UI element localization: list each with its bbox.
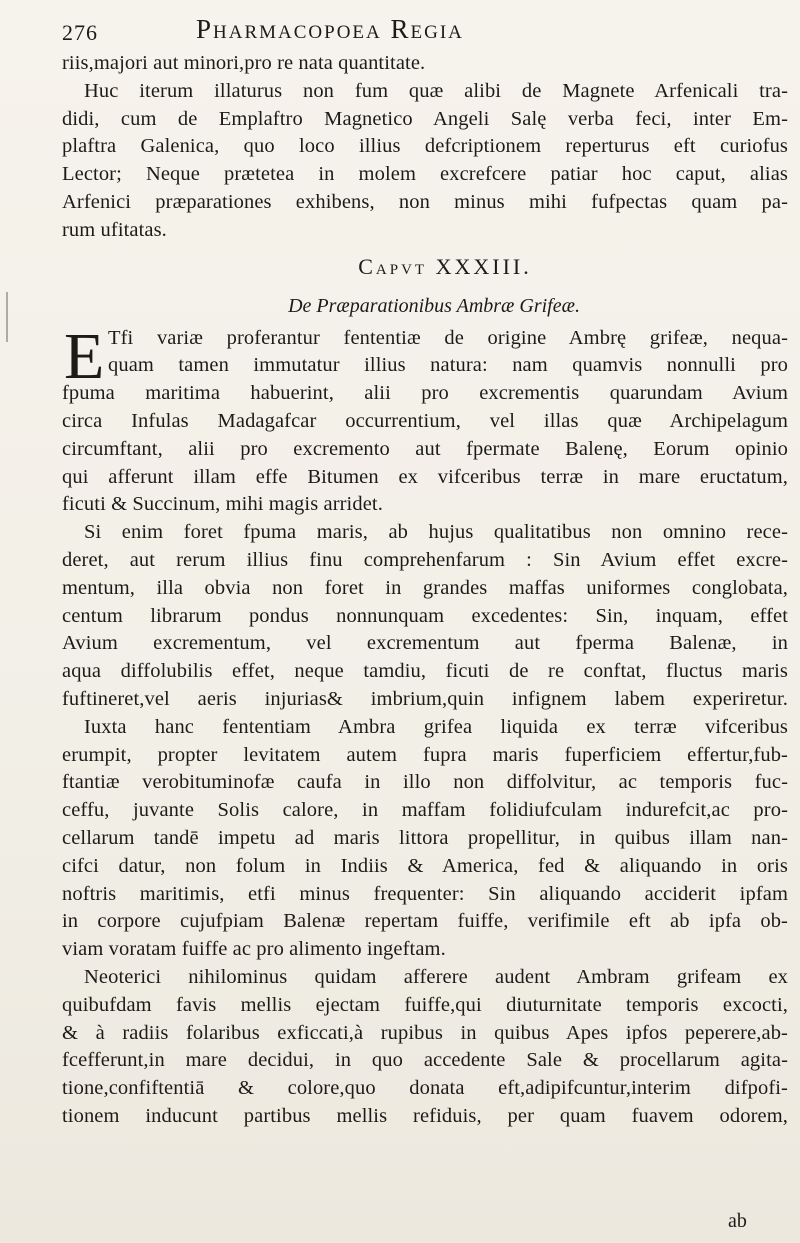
text-line: mentum, illa obvia non foret in grandes maffas uniformes conglobata, [62,576,788,599]
text-line: erumpit, propter levitatem autem fupra maris fuperficiem effertur,fub- [62,743,788,766]
text-line: centum librarum pondus nonnunquam excedentes: Sin, inquam, effet [62,604,788,627]
catchword: ab [728,1210,747,1232]
text-line: ceffu, juvante Solis calore, in maffam folidiufculam indurefcit,ac pro- [62,799,788,822]
text-line: cellarum tandē impetu ad maris littora propellitur, in quibus illam nan- [62,826,788,849]
text-line: Si enim foret fpuma maris, ab hujus qualitatibus non omnino rece- [84,521,788,544]
margin-ink-mark [6,292,14,342]
text-line: fpuma maritima habuerint, alii pro excrementis quarundam Avium [62,382,788,405]
text-line: tione,confiftentiā & colore,quo donata eft,adipifcuntur,interim difpofi- [62,1077,788,1100]
chapter-heading: Capvt XXXIII. [358,253,532,279]
text-line: quibufdam favis mellis ejectam fuiffe,qui diuturnitate temporis excocti, [62,993,788,1016]
text-line: Avium excrementum, vel excrementum aut fperma Balenæ, in [62,632,788,655]
drop-cap: E [64,319,105,393]
text-line: tionem inducunt partibus mellis refiduis, per quam fuavem odorem, [62,1104,788,1127]
text-line: deret, aut rerum illius finu comprehenfarum : Sin Avium effet excre- [62,548,788,571]
text-line: & à radiis folaribus exficcati,à rupibus in quibus Apes ipfos peperere,ab- [62,1021,788,1044]
text-line: fcefferunt,in mare decidui, in quo accedente Sale & procellarum agita- [62,1049,788,1072]
text-line: Arfenici præparationes exhibens, non minus mihi fufpectas quam pa- [62,190,788,213]
chapter-subtitle: De Præparationibus Ambræ Grifeæ. [288,294,580,317]
text-line: plaftra Galenica, quo loco illius defcriptionem reperturus eft curiofus [62,135,788,158]
text-line: rum ufitatas. [62,218,167,241]
text-line: Iuxta hanc fententiam Ambra grifea liquida ex terræ vifceribus [84,715,788,738]
text-line: riis,majori aut minori,pro re nata quantitate. [62,52,426,74]
text-line: qui afferunt illam effe Bitumen ex vifceribus terræ in mare eructatum, [62,465,788,488]
first-paragraph-opening [62,319,788,393]
text-line: ftantiæ verobituminofæ caufa in illo non diffolvitur, ac temporis fuc- [62,771,788,794]
text-line: Huc iterum illaturus non fum quæ alibi de Magnete Arfenicali tra- [84,79,788,102]
text-line: in corpore cujufpiam Balenæ repertam fuiffe, verifimile eft ab ipfa ob- [62,910,788,933]
page-body [62,50,788,1131]
text-line: quam tamen immutatur illius natura: nam quamvis nonnulli pro [108,354,788,377]
text-line: cifci datur, non folum in Indiis & America, fed & aliquando in oris [62,854,788,877]
text-line: fuftineret,vel aeris injurias& imbrium,quin infignem labem experiretur. [62,687,788,710]
text-line: viam voratam fuiffe ac pro alimento ingeftam. [62,938,446,961]
text-line: ficuti & Succinum, mihi magis arridet. [62,493,383,516]
text-line: didi, cum de Emplaftro Magnetico Angeli Salę verba feci, inter Em- [62,107,788,130]
text-line: Tfi variæ proferantur fententiæ de origine Ambrę grifeæ, nequa- [108,326,788,349]
text-line: noftris maritimis, etfi minus frequenter: Sin aliquando acciderit ipfam [62,882,788,905]
page-number: 276 [62,20,98,45]
text-line: circumftant, alii pro excremento aut fpermate Balenę, Eorum opinio [62,437,788,460]
text-line: aqua diffolubilis effet, neque tamdiu, ficuti de re conftat, fluctus maris [62,660,788,683]
text-line: Lector; Neque prætetea in molem excrefcere patiar hoc caput, alias [62,163,788,186]
running-title: Pharmacopoea Regia [196,14,464,44]
running-header [62,14,782,54]
text-line: Neoterici nihilominus quidam afferere audent Ambram grifeam ex [84,965,788,988]
text-line: circa Infulas Madagafcar occurrentium, vel illas quæ Archipelagum [62,409,788,432]
